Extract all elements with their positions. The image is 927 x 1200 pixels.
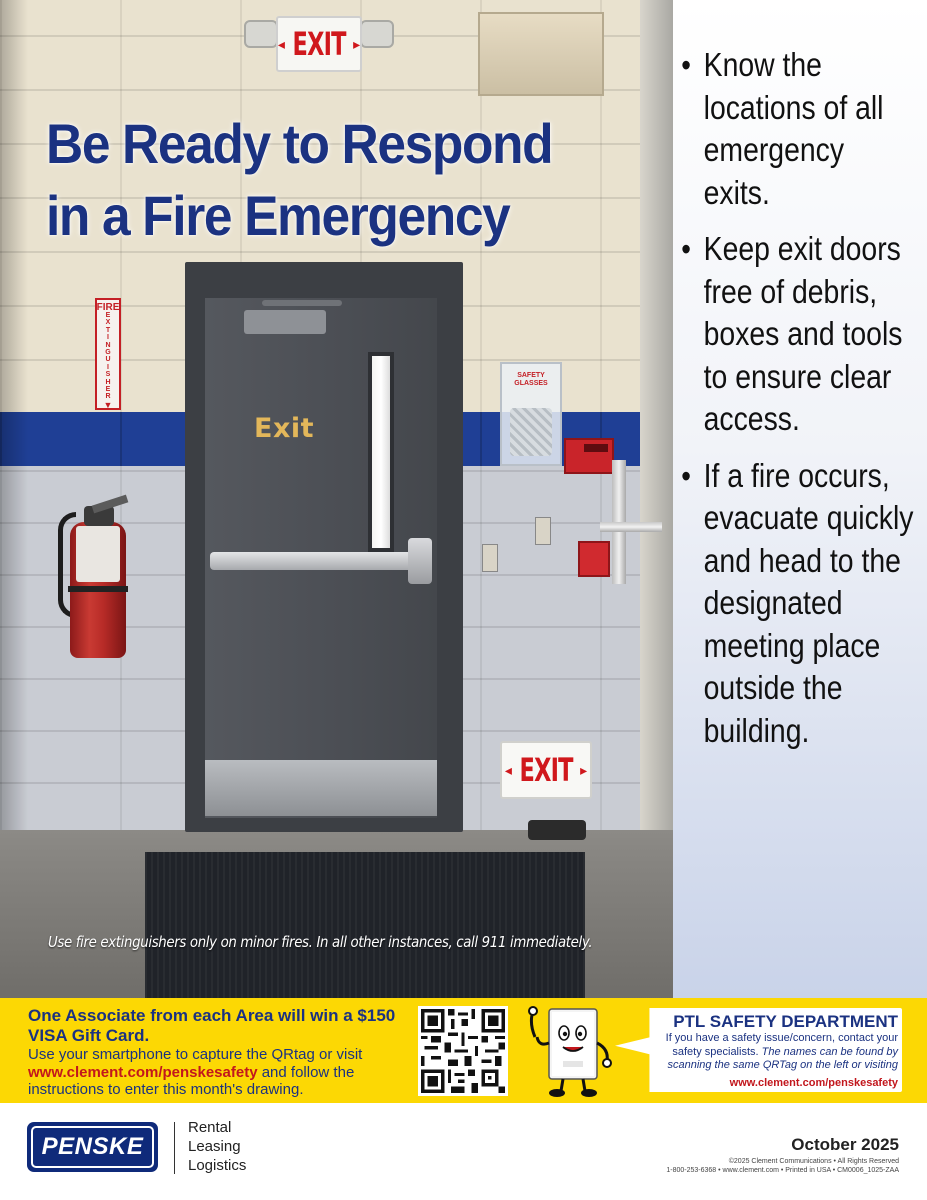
- wall-switch: [482, 544, 498, 572]
- arrow-left-icon: ◂: [504, 761, 512, 778]
- penske-logo: [27, 1122, 158, 1172]
- services-list: [188, 1118, 246, 1175]
- promo-headline: One Associate from each Area will win a $150 VISA Gift Card.: [28, 1006, 396, 1045]
- door-stop: [528, 820, 586, 840]
- safety-glasses-stack: [510, 408, 552, 456]
- service-rental: Rental: [188, 1119, 232, 1136]
- bullet-item: • Know the locations of all emergency exits.: [683, 44, 915, 214]
- panic-bar: [210, 552, 428, 570]
- ptl-url-link[interactable]: www.clement.com/penskesafety: [729, 1076, 898, 1089]
- service-logistics: Logistics: [188, 1157, 247, 1174]
- exit-sign-top-text: EXIT: [292, 25, 346, 63]
- door-closer: [244, 310, 326, 334]
- bullet-item: • Keep exit doors free of debris, boxes and tools to ensure clear access.: [683, 228, 915, 441]
- service-leasing: Leasing: [188, 1138, 241, 1155]
- floor-mat: [145, 852, 585, 998]
- arrow-left-icon: ◂: [277, 35, 285, 52]
- wall-shadow: [0, 0, 28, 860]
- safety-glasses-dispenser: [500, 362, 562, 466]
- penske-logo-border: [31, 1126, 154, 1168]
- promo-url-link[interactable]: www.clement.com/penskesafety: [28, 1063, 258, 1081]
- door-closer-arm: [262, 300, 342, 306]
- door-exit-label: Exit: [254, 413, 315, 444]
- ptl-body-italic: The names can be found by scanning the same QRTag on the left or visiting: [667, 1045, 898, 1071]
- qr-code-icon: [421, 1009, 505, 1093]
- bullet-item: • If a fire occurs, evacuate quickly and head to the designated meeting place outside the building.: [683, 455, 915, 753]
- extinguisher-strap: [68, 586, 128, 592]
- wall-switch: [535, 517, 551, 545]
- logo-divider: [174, 1122, 175, 1174]
- fire-extinguisher-sign: [95, 298, 121, 410]
- safety-glasses-label: SAFETY GLASSES: [514, 372, 548, 387]
- exit-sign-low-text: EXIT: [519, 751, 573, 789]
- emergency-lamp-left: [244, 20, 278, 48]
- arrow-right-icon: ▸: [580, 761, 588, 778]
- ptl-body-plain: If you have a safety issue/concern, contact your safety specialists.: [665, 1032, 898, 1058]
- door-window: [368, 352, 394, 552]
- handbook-mascot-icon: [527, 1003, 627, 1099]
- page-title: [46, 108, 589, 252]
- bullet-column: [673, 0, 927, 998]
- emergency-lamp-right: [360, 20, 394, 48]
- safety-bullets: [673, 0, 927, 752]
- extinguisher-label: [76, 526, 120, 582]
- arrow-down-icon: ▼: [103, 399, 113, 410]
- page-title-line-2: in a Fire Emergency: [46, 184, 510, 247]
- page-title-line-1: Be Ready to Respond: [46, 112, 553, 175]
- fe-sign-fire-text: FIRE: [96, 302, 120, 313]
- promo-text: [28, 1006, 408, 1099]
- contact-line: 1-800-253-6368 • www.clement.com • Printed in USA • CM0006_1025-ZAA: [666, 1167, 899, 1174]
- copyright-line: ©2025 Clement Communications • All Rights Reserved: [728, 1158, 899, 1165]
- arrow-right-icon: ▸: [353, 35, 361, 52]
- panic-bar-end: [408, 538, 432, 584]
- door-kick-plate: [205, 760, 437, 816]
- exit-sign-low: [500, 741, 592, 799]
- promo-body: [28, 1046, 408, 1099]
- issue-date: October 2025: [791, 1135, 899, 1154]
- ptl-body: [640, 1032, 898, 1073]
- promo-body-outro: and follow the instructions to enter this month's drawing.: [28, 1063, 355, 1098]
- qr-code[interactable]: [418, 1006, 508, 1096]
- fe-sign-extinguisher-text: E X T I N G U I S H E R: [105, 312, 111, 401]
- ptl-callout-content: [640, 1012, 898, 1091]
- electrical-box: [478, 12, 604, 96]
- alarm-panel: [564, 438, 614, 474]
- ptl-title: PTL SAFETY DEPARTMENT: [673, 1012, 898, 1031]
- exit-sign-top: [276, 16, 362, 72]
- pipe-horizontal: [600, 522, 662, 532]
- penske-logo-text: PENSKE: [41, 1133, 144, 1160]
- fire-pull-station: [578, 541, 610, 577]
- fine-print: [579, 1157, 899, 1175]
- promo-body-intro: Use your smartphone to capture the QRtag or visit: [28, 1046, 363, 1063]
- photo-caption: Use fire extinguishers only on minor fires. In all other instances, call 911 immediately.: [48, 933, 593, 951]
